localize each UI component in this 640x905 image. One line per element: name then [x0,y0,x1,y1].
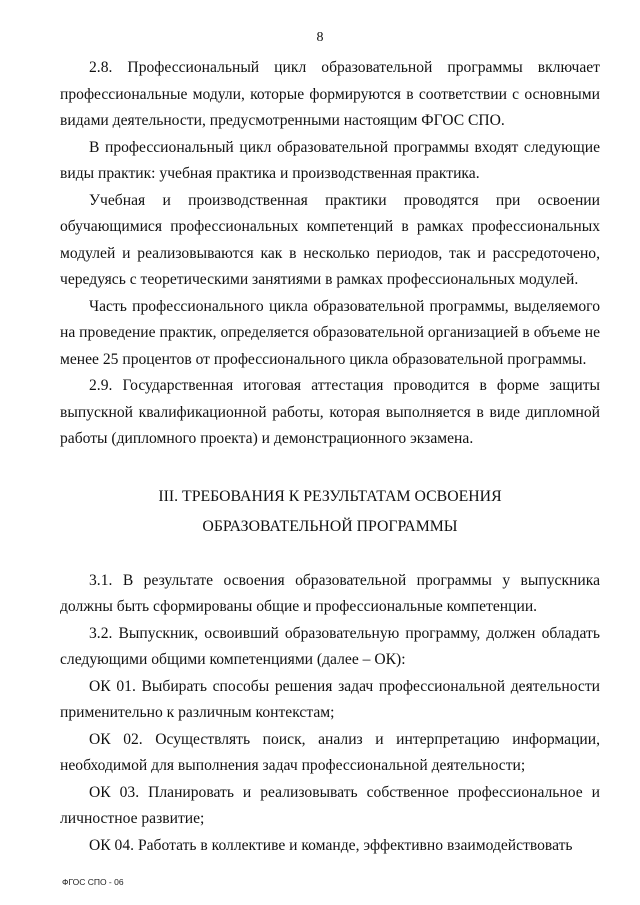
section-heading-line-2: ОБРАЗОВАТЕЛЬНОЙ ПРОГРАММЫ [202,517,458,535]
competency-ok-03: ОК 03. Планировать и реализовывать собственное профессиональное и личностное развитие; [60,783,600,827]
section-heading [60,482,600,542]
paragraph-2-9: 2.9. Государственная итоговая аттестация проводится в форме защиты выпускной квалификационной работы, которая выполняется в виде дипломной работы (дипломного проекта) и демонстрационного экзамена. [60,377,600,447]
section-heading-line-1: III. ТРЕБОВАНИЯ К РЕЗУЛЬТАТАМ ОСВОЕНИЯ [158,487,502,505]
paragraph-practice-share: Часть профессионального цикла образовательной программы, выделяемого на проведение практик, определяется образовательной организацией в объеме не менее 25 процентов от профессионального цикла образовательной программы. [60,297,600,368]
paragraph-3-2: 3.2. Выпускник, освоивший образовательную программу, должен обладать следующими общими компетенциями (далее – ОК): [60,624,600,668]
paragraph-practice-conduct: Учебная и производственная практики проводятся при освоении обучающимися профессиональных компетенций в рамках профессиональных модулей и реализовываются как в несколько периодов, так и рассредоточено, чередуясь с теоретическими занятиями в рамках профессиональных модулей. [60,191,600,288]
paragraph-practice-types: В профессиональный цикл образовательной программы входят следующие виды практик: учебная практика и производственная практика. [60,138,600,182]
paragraph-2-8: 2.8. Профессиональный цикл образовательной программы включает профессиональные модули, которые формируются в соответствии с основными видами деятельности, предусмотренными настоящим ФГОС СПО. [60,59,600,129]
competency-ok-01: ОК 01. Выбирать способы решения задач профессиональной деятельности применительно к различным контекстам; [60,677,600,721]
page-footer: ФГОС СПО - 06 [62,877,124,887]
document-body [60,55,600,859]
competency-ok-04: ОК 04. Работать в коллективе и команде, эффективно взаимодействовать [89,836,573,854]
page-number: 8 [316,30,324,45]
competency-ok-02: ОК 02. Осуществлять поиск, анализ и интерпретацию информации, необходимой для выполнения задач профессиональной деятельности; [60,730,600,774]
paragraph-3-1: 3.1. В результате освоения образовательной программы у выпускника должны быть сформированы общие и профессиональные компетенции. [60,571,600,615]
